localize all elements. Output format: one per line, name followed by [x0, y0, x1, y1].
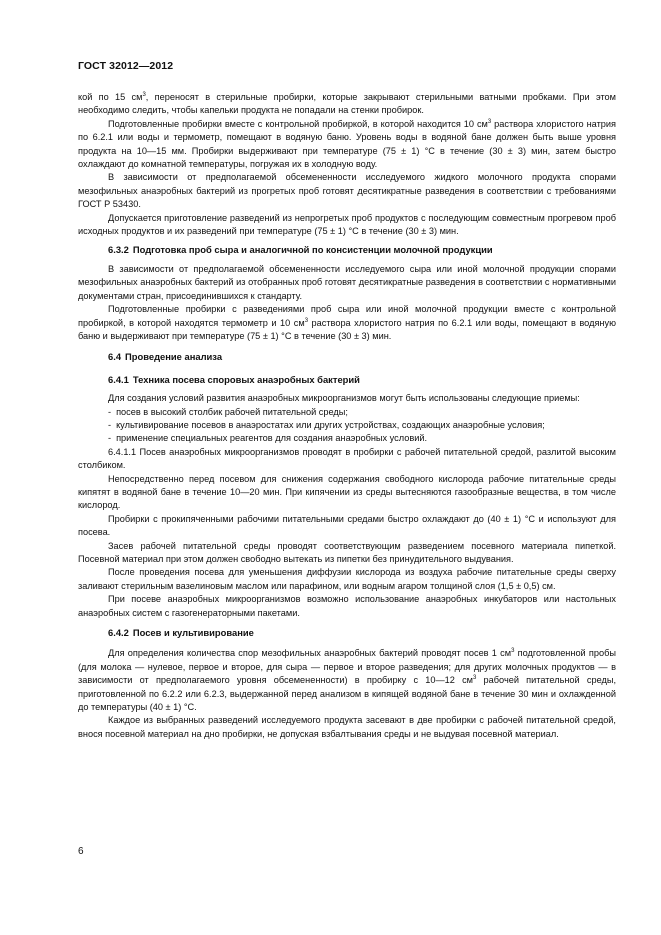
paragraph: Пробирки с прокипяченными рабочими питательными средами быстро охлаждают до (40 ± 1) °С и используют для посева. [78, 513, 616, 538]
paragraph: Каждое из выбранных разведений исследуемого продукта засевают в две пробирки с рабочей питательной средой, внося посевной материал на дно пробирки, не допуская взбалтывания среды и не выдувая посевной материал. [78, 715, 616, 739]
paragraph: В зависимости от предполагаемой обсемененности исследуемого сыра или иной молочной продукции спорами мезофильных анаэробных бактерий из отобранных проб готовят десятикратные разведения в соответствии с нормативными документами стран, присоединившихся к стандарту. [78, 263, 616, 301]
section-heading-6-4-2: 6.4.2 Посев и культивирование [108, 627, 254, 639]
section-heading-6-4: 6.4 Проведение анализа [108, 351, 223, 363]
paragraph: Подготовленные пробирки с разведениями проб сыра или иной молочной продукции вместе с контрольной пробиркой, в которой находятся термометр и 10 $см^3$ раствора хлористого натрия по 6.2.1 или воды, помещают в водяную баню и выдерживают при температуре (75 ± 1) °С в течение (30 ± 3) мин. [78, 304, 616, 341]
page-header: ГОСТ 32012—2012 [78, 60, 174, 72]
section-heading-6-3-2: 6.3.2 Подготовка проб сыра и аналогичной по консистенции молочной продукции [108, 244, 493, 256]
list-item: - посев в высокий столбик рабочей питательной среды; [108, 406, 348, 417]
paragraph: В зависимости от предполагаемой обсемененности исследуемого жидкого молочного продукта спорами мезофильных анаэробных бактерий из прогретых проб готовят десятикратные разведения в соответствии с требованиями ГОСТ Р 53430. [78, 172, 616, 210]
list-item: - культивирование посевов в анаэростатах или других устройствах, создающих анаэробные условия; [108, 419, 545, 430]
paragraph: Для создания условий развития анаэробных микроорганизмов могут быть использованы следующие приемы: [108, 393, 580, 404]
paragraph: Непосредственно перед посевом для снижения содержания свободного кислорода рабочие питательные среды кипятят в водяной бане в течение 10—20 мин. При кипячении из среды вытесняются газообразные вещества, в том числе кислород. [78, 473, 616, 511]
paragraph: кой по 15 $см^3$, переносят в стерильные пробирки, которые закрывают стерильными ватными пробками. При этом необходимо следить, чтобы капельки продукта не попадали на стенки пробирок. [78, 91, 616, 116]
paragraph: Для определения количества спор мезофильных анаэробных бактерий проводят посев 1 $см^3$ подготовленной пробы (для молока — нулевое, первое и второе, для сыра — первое и второе разведения; для других молочных продуктов — в зависимости от предполагаемого уровня обсемененности) в пробирку с 10—12 $см^3$ рабочей питательной среды, приготовленной по 6.2.2 или 6.2.3, выдержанной перед анализом в кипящей водяной бане в течение 30 мин и охлажденной до температуры (40 ± 1) °С. [78, 648, 616, 713]
paragraph: После проведения посева для уменьшения диффузии кислорода из воздуха рабочие питательные среды сверху заливают стерильным вазелиновым маслом или парафином, или водным агаром толщиной слоя (1,5 ± 0,5) см. [78, 567, 616, 591]
section-heading-6-4-1: 6.4.1 Техника посева споровых анаэробных бактерий [108, 373, 360, 385]
list-item: - применение специальных реагентов для создания анаэробных условий. [108, 433, 428, 444]
paragraph: Засев рабочей питательной среды проводят соответствующим разведением посевного материала пипеткой. Посевной материал при этом должен свободно вытекать из пипетки без принудительного выдувания. [78, 540, 616, 564]
paragraph: Подготовленные пробирки вместе с контрольной пробиркой, в которой находится 10 $см^3$ раствора хлористого натрия по 6.2.1 или воды и термометр, помещают в водяную баню. Уровень воды в водяной бане должен быть выше уровня продукта на 10—15 мм. Пробирки выдерживают при температуре (75 ± 1) °С в течение (30 ± 3) мин, затем быстро охлаждают до комнатной температуры, погружая их в холодную воду. [78, 118, 616, 170]
paragraph: При посеве анаэробных микроорганизмов возможно использование анаэробных инкубаторов или настольных анаэробных систем с газогенераторными пакетами. [78, 594, 616, 618]
page-number: 6 [78, 846, 84, 857]
paragraph: Допускается приготовление разведений из непрогретых проб продуктов с последующим совместным прогревом проб исходных продуктов и их разведений при температуре (75 ± 1) °С в течение (30 ± 3) мин. [78, 212, 616, 237]
document-body [78, 91, 616, 741]
paragraph: 6.4.1.1 Посев анаэробных микроорганизмов проводят в пробирки с рабочей питательной средой, разлитой высоким столбиком. [78, 446, 616, 471]
